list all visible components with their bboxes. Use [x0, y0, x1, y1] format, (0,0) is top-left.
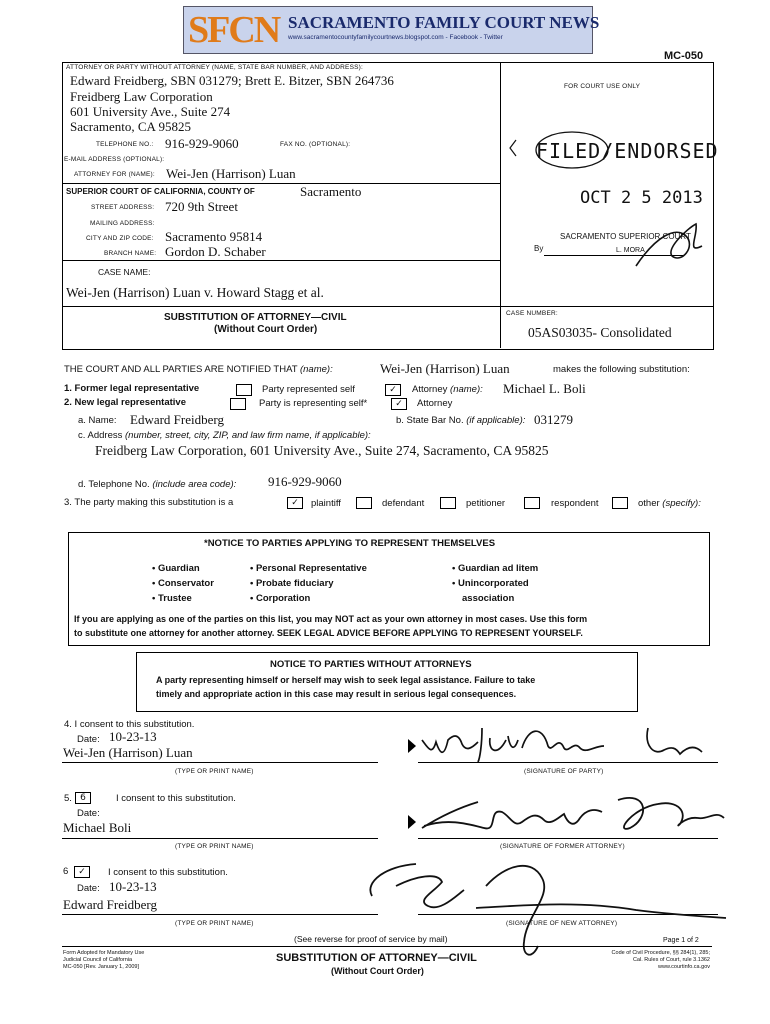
col1-item-1: • Guardian	[152, 563, 200, 574]
footer-left	[63, 950, 144, 971]
d-value: 916-929-9060	[268, 474, 342, 489]
street-label: STREET ADDRESS:	[91, 204, 155, 211]
stamp-clerk: L. MORA	[616, 247, 645, 254]
consent5-date-label: Date:	[77, 808, 100, 819]
consent4-sig-label: (SIGNATURE OF PARTY)	[524, 768, 604, 775]
stamp-date: OCT 2 5 2013	[580, 188, 703, 208]
checkbox-plaintiff[interactable]: ✓	[287, 497, 303, 509]
col1-item-2: • Conservator	[152, 578, 214, 589]
case-number-label: CASE NUMBER:	[506, 310, 558, 317]
checkbox-consent6[interactable]: ✓	[74, 866, 90, 878]
c-text: c. Address	[78, 430, 123, 441]
checkbox-defendant[interactable]	[356, 497, 372, 509]
page-number: Page 1 of 2	[663, 937, 699, 944]
footer-center-1: SUBSTITUTION OF ATTORNEY—CIVIL	[276, 952, 477, 964]
banner-logo: SFCN	[188, 9, 280, 51]
telephone-value: 916-929-9060	[165, 136, 239, 151]
item1-opt1: Party represented self	[262, 384, 355, 395]
c-hint: (number, street, city, ZIP, and law firm name, if applicable):	[125, 430, 371, 441]
c-value: Freidberg Law Corporation, 601 University Ave., Suite 274, Sacramento, CA 95825	[95, 443, 549, 458]
case-number-value: 05AS03035- Consolidated	[528, 325, 672, 340]
col2-item-3: • Corporation	[250, 593, 311, 604]
banner	[183, 6, 600, 54]
fax-label: FAX NO. (OPTIONAL):	[280, 141, 351, 148]
notice-intro	[64, 364, 333, 375]
mailing-label: MAILING ADDRESS:	[90, 220, 155, 227]
self-rep-col3	[452, 561, 538, 606]
attorney-line1: Edward Freidberg, SBN 031279; Brett E. Bitzer, SBN 264736	[70, 73, 394, 88]
a-value: Edward Freidberg	[130, 412, 224, 427]
stamp-by: By	[534, 244, 544, 253]
consent6-num: 6	[63, 866, 69, 877]
consent6-sig-label: (SIGNATURE OF NEW ATTORNEY)	[506, 920, 618, 927]
footer-right-1: Code of Civil Procedure, §§ 284(1), 285;	[611, 950, 710, 956]
checkbox-former-attorney[interactable]: ✓	[385, 384, 401, 396]
attorney-line4: Sacramento, CA 95825	[70, 119, 191, 134]
stamp-title: FILED/ENDORSED	[536, 139, 719, 163]
consent6-type-label: (TYPE OR PRINT NAME)	[175, 920, 254, 927]
checkbox-respondent[interactable]	[524, 497, 540, 509]
consent4-date-label: Date:	[77, 734, 100, 745]
city-value: Sacramento 95814	[165, 229, 263, 244]
item1-label: 1. Former legal representative	[64, 383, 200, 394]
footer-right	[560, 950, 710, 971]
col3-item-2: • Unincorporated	[452, 578, 529, 589]
footer-left-1: Form Adopted for Mandatory Use	[63, 950, 145, 956]
consent4-arrow	[408, 739, 416, 753]
consent4-date: 10-23-13	[109, 729, 157, 744]
d-label	[78, 479, 236, 490]
opt-respondent: respondent	[551, 498, 599, 509]
form-title-2: (Without Court Order)	[214, 324, 318, 335]
col3-item-3: association	[462, 593, 515, 604]
notice-intro-name: Wei-Jen (Harrison) Luan	[380, 361, 510, 376]
d-hint: (include area code):	[152, 479, 237, 490]
consent5-label: I consent to this substitution.	[116, 793, 236, 804]
footer-center-2: (Without Court Order)	[331, 966, 424, 976]
c-label	[78, 430, 371, 441]
no-attorney-body-2: timely and appropriate action in this case may result in serious legal consequences.	[156, 689, 517, 699]
form-code: MC-050	[664, 50, 704, 62]
item3-label: 3. The party making this substitution is a	[64, 497, 234, 508]
self-rep-body-1: If you are applying as one of the parties on this list, you may NOT act as your own attorney in most cases. Use this form	[74, 614, 588, 624]
attorney-for-value: Wei-Jen (Harrison) Luan	[166, 166, 296, 181]
stamp-court: SACRAMENTO SUPERIOR COURT	[560, 232, 691, 241]
self-rep-body-2: to substitute one attorney for another attorney. SEEK LEGAL ADVICE BEFORE APPLYING TO REPRESENT YOURSELF.	[74, 628, 583, 638]
item2-opt1: Party is representing self*	[259, 398, 368, 409]
d-text: d. Telephone No.	[78, 479, 150, 490]
court-use-label: FOR COURT USE ONLY	[564, 83, 641, 90]
notice-intro-name-label: (name):	[299, 364, 333, 375]
consent4-type-label: (TYPE OR PRINT NAME)	[175, 768, 254, 775]
footer-left-2: Judicial Council of California	[63, 957, 133, 963]
see-reverse: (See reverse for proof of service by mail)	[294, 934, 448, 944]
consent5-num: 5.	[64, 793, 72, 804]
col2-item-2: • Probate fiduciary	[250, 578, 334, 589]
item1-attorney: Attorney	[412, 384, 448, 395]
opt-other	[638, 498, 701, 509]
consent5-arrow	[408, 815, 416, 829]
other-hint: (specify):	[662, 498, 701, 509]
branch-label: BRANCH NAME:	[104, 250, 157, 257]
telephone-label: TELEPHONE NO.:	[96, 141, 154, 148]
self-rep-title: *NOTICE TO PARTIES APPLYING TO REPRESENT THEMSELVES	[204, 538, 496, 549]
email-label: E-MAIL ADDRESS (OPTIONAL):	[64, 156, 165, 163]
attorney-for-label: ATTORNEY FOR (NAME):	[74, 171, 155, 178]
b-value: 031279	[534, 412, 573, 427]
b-text: b. State Bar No.	[396, 415, 464, 426]
col1-item-3: • Trustee	[152, 593, 192, 604]
attorney-line2: Freidberg Law Corporation	[70, 89, 213, 104]
footer-right-2: Cal. Rules of Court, rule 3.1362	[632, 957, 710, 963]
attorney-line3: 601 University Ave., Suite 274	[70, 104, 231, 119]
item1-name: Michael L. Boli	[503, 381, 586, 396]
party-signature	[418, 718, 718, 778]
consent5-sig-label: (SIGNATURE OF FORMER ATTORNEY)	[500, 843, 625, 850]
attorney-header: ATTORNEY OR PARTY WITHOUT ATTORNEY (NAME, STATE BAR NUMBER, AND ADDRESS):	[66, 64, 364, 71]
opt-defendant: defendant	[382, 498, 425, 509]
consent4-name: Wei-Jen (Harrison) Luan	[63, 745, 193, 760]
branch-value: Gordon D. Schaber	[165, 244, 266, 259]
no-attorney-body-1: A party representing himself or herself may wish to seek legal assistance. Failure to take	[156, 675, 536, 685]
item1-opt2	[412, 384, 483, 395]
checkbox-other[interactable]	[612, 497, 628, 509]
b-label	[396, 415, 525, 426]
a-label: a. Name:	[78, 415, 117, 426]
b-applicable: (if applicable):	[466, 415, 526, 426]
filed-stamp	[506, 136, 722, 262]
opt-plaintiff: plaintiff	[311, 498, 341, 509]
col2-item-1: • Personal Representative	[250, 563, 367, 574]
self-rep-col2	[250, 561, 367, 606]
consent6-date-label: Date:	[77, 883, 100, 894]
former-attorney-signature	[418, 788, 738, 848]
checkbox-party-represented-self[interactable]	[236, 384, 252, 396]
clerk-signature	[506, 136, 722, 262]
notice-intro-text: THE COURT AND ALL PARTIES ARE NOTIFIED THAT	[64, 364, 298, 375]
checkbox-petitioner[interactable]	[440, 497, 456, 509]
banner-subtitle: www.sacramentocountyfamilycourtnews.blogspot.com - Facebook - Twitter	[288, 34, 503, 41]
self-rep-col1	[152, 561, 214, 606]
checkbox-new-attorney[interactable]: ✓	[391, 398, 407, 410]
no-attorney-title: NOTICE TO PARTIES WITHOUT ATTORNEYS	[270, 659, 472, 670]
city-label: CITY AND ZIP CODE:	[86, 235, 154, 242]
consent6-date: 10-23-13	[109, 879, 157, 894]
form-title-1: SUBSTITUTION OF ATTORNEY—CIVIL	[164, 312, 347, 323]
item2-opt2: Attorney	[417, 398, 453, 409]
court-header: SUPERIOR COURT OF CALIFORNIA, COUNTY OF	[66, 187, 255, 196]
footer-left-3: MC-050 [Rev. January 1, 2009]	[63, 964, 140, 970]
item2-label: 2. New legal representative	[64, 397, 186, 408]
item1-name-label: (name):	[450, 384, 483, 395]
notice-intro-end: makes the following substitution:	[553, 364, 690, 375]
col3-item-1: • Guardian ad litem	[452, 563, 539, 574]
checkbox-party-representing-self[interactable]	[230, 398, 246, 410]
case-name-value: Wei-Jen (Harrison) Luan v. Howard Stagg et al.	[66, 285, 324, 300]
checkbox-consent5[interactable]: 6	[75, 792, 91, 804]
footer-right-3: www.courtinfo.ca.gov	[658, 964, 710, 970]
consent4-label: 4. I consent to this substitution.	[64, 719, 195, 730]
consent5-name: Michael Boli	[63, 820, 132, 835]
opt-petitioner: petitioner	[466, 498, 506, 509]
court-county: Sacramento	[300, 184, 362, 199]
consent5-type-label: (TYPE OR PRINT NAME)	[175, 843, 254, 850]
consent6-label: I consent to this substitution.	[108, 867, 228, 878]
case-name-label: CASE NAME:	[98, 267, 151, 277]
street-value: 720 9th Street	[165, 199, 238, 214]
consent6-name: Edward Freidberg	[63, 897, 157, 912]
other-text: other	[638, 498, 660, 509]
banner-title: SACRAMENTO FAMILY COURT NEWS	[288, 13, 600, 32]
